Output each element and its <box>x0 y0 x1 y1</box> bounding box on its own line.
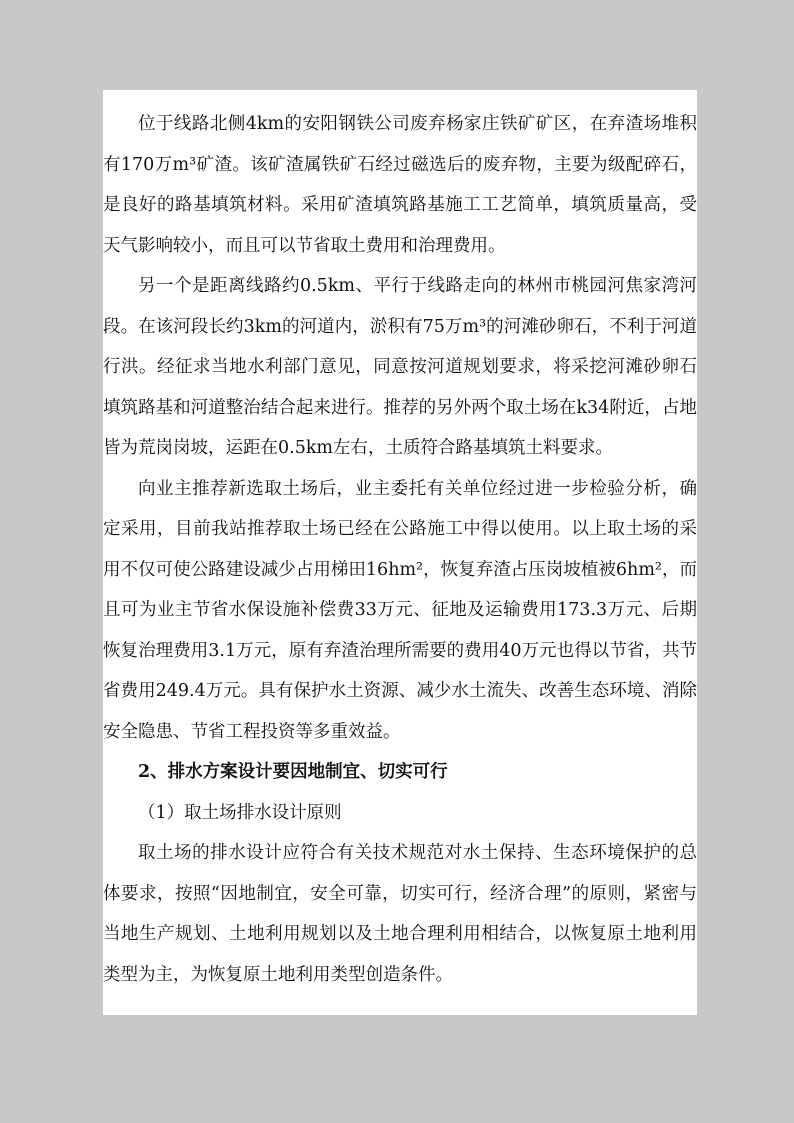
document-body <box>103 104 697 995</box>
paragraph-benefits: 向业主推荐新选取土场后，业主委托有关单位经过进一步检验分析，确定采用，目前我站推荐取土场已经在公路施工中得以使用。以上取土场的采用不仅可使公路建设减少占用梯田16hm²，恢复弃渣占压岗坡植被6hm²，而且可为业主节省水保设施补偿费33万元、征地及运输费用173.3万元、后期恢复治理费用3.1万元，原有弃渣治理所需要的费用40万元也得以节省，共节省费用249.4万元。具有保护水土资源、减少水土流失、改善生态环境、消除安全隐患、节省工程投资等多重效益。 <box>103 478 697 742</box>
document-page <box>103 90 697 1015</box>
subsection-heading: （1）取土场排水设计原则 <box>138 802 342 823</box>
paragraph-drainage-principles: 取土场的排水设计应符合有关技术规范对水土保持、生态环境保护的总体要求，按照“因地制宜，安全可靠，切实可行，经济合理”的原则，紧密与当地生产规划、土地利用规划以及土地合理利用相结合，以恢复原土地利用类型为主，为恢复原土地利用类型创造条件。 <box>103 843 697 985</box>
paragraph-slag-site: 位于线路北侧4km的安阳钢铁公司废弃杨家庄铁矿矿区，在弃渣场堆积有170万m³矿渣。该矿渣属铁矿石经过磁选后的废弃物，主要为级配碎石，是良好的路基填筑材料。采用矿渣填筑路基施工工艺简单，填筑质量高，受天气影响较小，而且可以节省取土费用和治理费用。 <box>103 114 697 256</box>
paragraph-river-section: 另一个是距离线路约0.5km、平行于线路走向的林州市桃园河焦家湾河段。在该河段长约3km的河道内，淤积有75万m³的河滩砂卵石，不利于河道行洪。经征求当地水利部门意见，同意按河道规划要求，将采挖河滩砂卵石填筑路基和河道整治结合起来进行。推荐的另外两个取土场在k34附近，占地皆为荒岗岗坡，运距在0.5km左右，土质符合路基填筑土料要求。 <box>103 276 697 458</box>
section-heading: 2、排水方案设计要因地制宜、切实可行 <box>138 762 448 782</box>
